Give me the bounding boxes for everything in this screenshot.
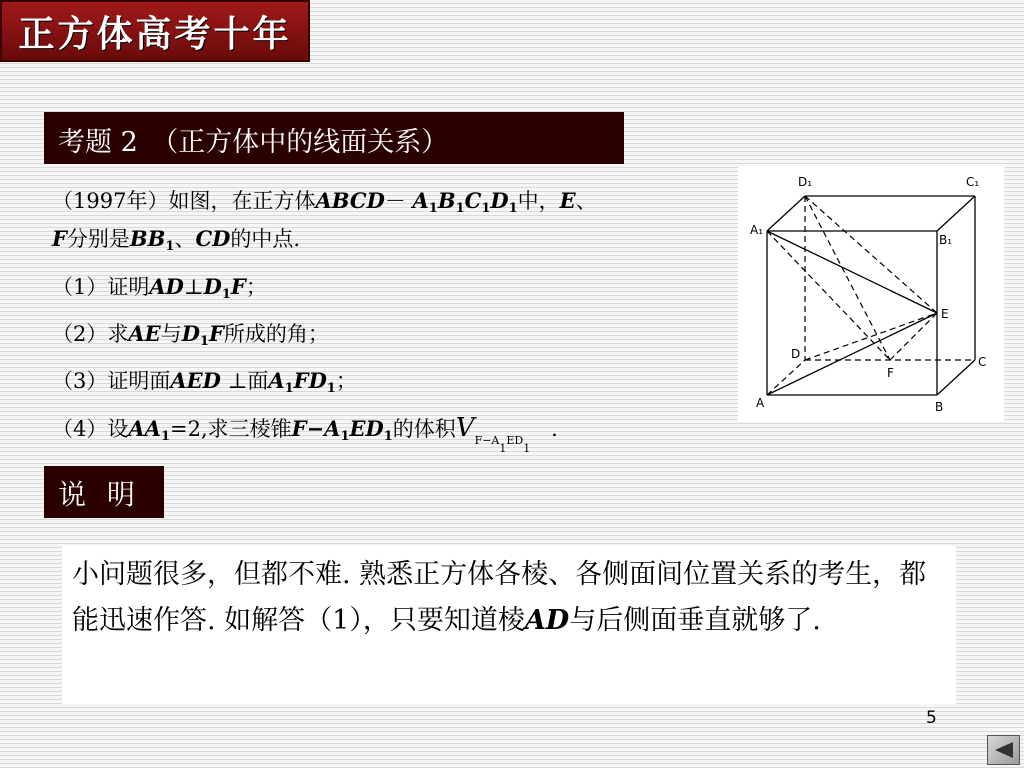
label-A1: A₁	[750, 223, 764, 237]
label-B1: B₁	[939, 233, 953, 247]
label-E: E	[941, 307, 949, 321]
label-D1: D₁	[798, 175, 813, 189]
question-3: （3）证明面AED ⊥面$A_1FD_1$；	[52, 368, 357, 396]
page-number: 5	[926, 708, 937, 728]
volume-formula: $V_{F-A_1ED_1}$	[455, 413, 531, 455]
problem-text	[52, 186, 732, 473]
note-text: 小问题很多，但都不难. 熟悉正方体各棱、各侧面间位置关系的考生，都能迅速作答. 如解答（1），只要知道棱AD与后侧面垂直就够了.	[62, 546, 956, 704]
question-1: （1）证明$AD\perp D_1F$；	[52, 274, 267, 302]
label-F: F	[887, 366, 894, 380]
slide-title-banner	[0, 0, 310, 62]
label-C1: C₁	[966, 175, 980, 189]
label-B: B	[935, 400, 944, 414]
question-4: （4）设$AA_1=2$,求三棱锥$F-A_1ED_1$的体积$V_{F-A_1ED_1}$ ．	[52, 413, 573, 455]
label-D: D	[791, 347, 801, 361]
cube-diagram	[738, 166, 1004, 422]
note-label: 说 明	[44, 466, 164, 518]
question-2: （2）求AE与$D_1F$所成的角；	[52, 321, 329, 349]
label-A: A	[756, 396, 765, 410]
problem-intro: （1997年）如图，在正方体ABCD－ $A_1B_1C_1D_1$中，E、 F分别是$BB_1$、CD的中点.	[52, 188, 597, 254]
slide-title: 正方体高考十年	[18, 12, 292, 55]
topic-label: 考题 2 （正方体中的线面关系）	[44, 112, 624, 164]
arrow-left-icon	[993, 741, 1015, 759]
cube-figure	[738, 166, 1004, 422]
previous-slide-button[interactable]	[987, 735, 1020, 765]
label-C: C	[978, 355, 987, 369]
